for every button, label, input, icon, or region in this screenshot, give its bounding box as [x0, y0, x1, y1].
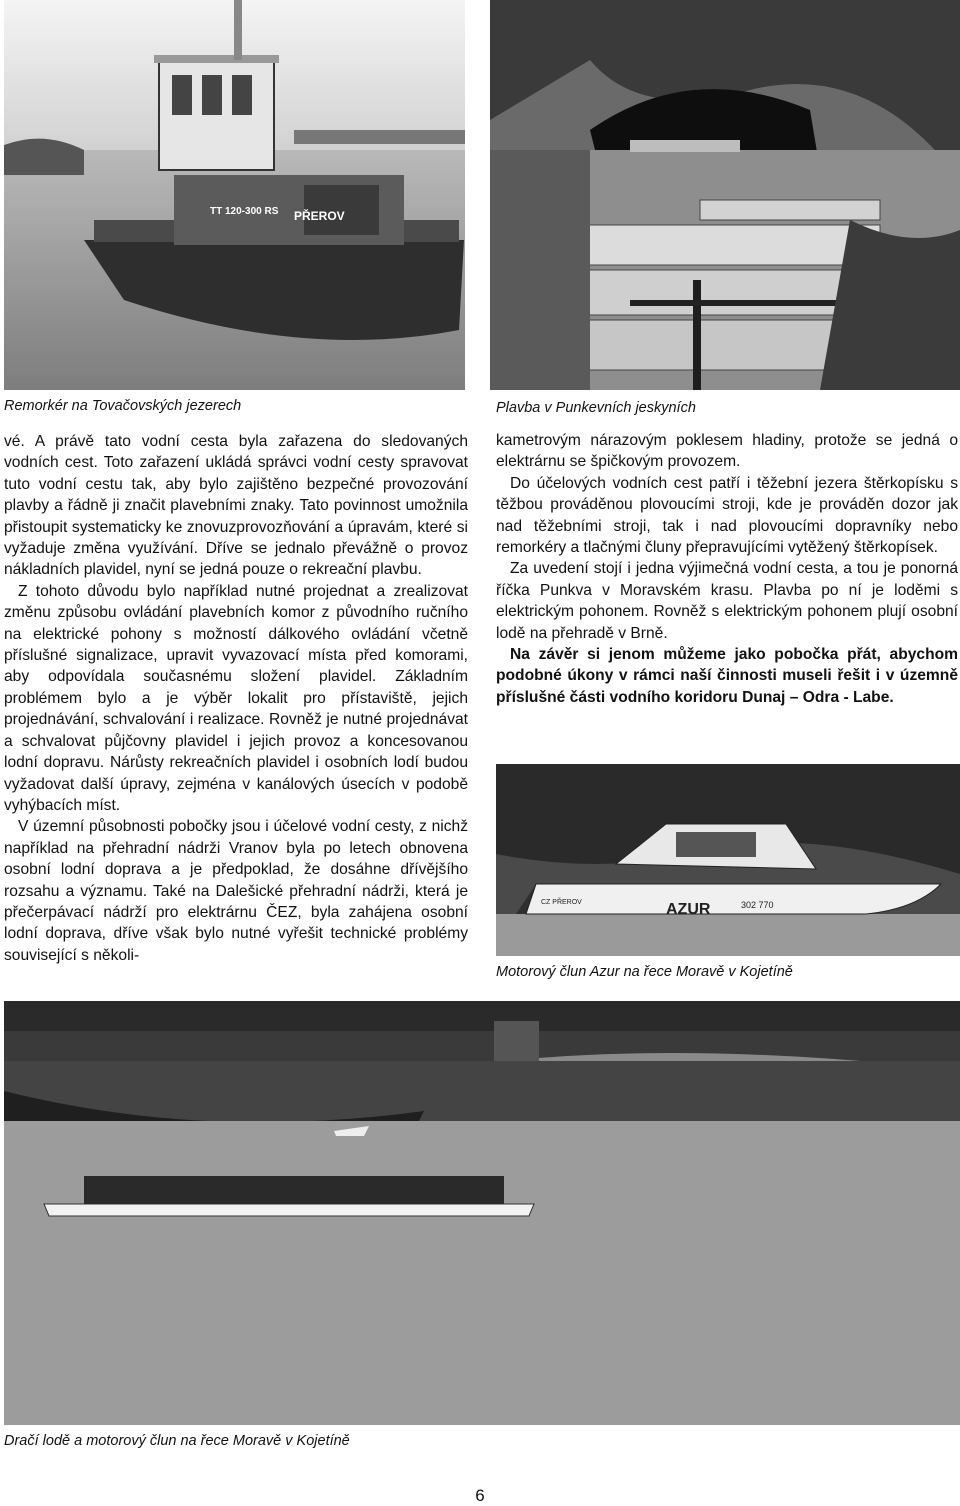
- tug-code-label: TT 120-300 RS: [210, 206, 279, 217]
- photo-motorboat: [496, 764, 960, 956]
- right-column: [496, 430, 958, 708]
- right-paragraph-4: Na závěr si jenom můžeme jako pobočka přát, abychom podobné úkony v rámci naší činnosti museli řešit i v územně příslušné části vodního koridoru Dunaj – Odra - Labe.: [496, 646, 958, 706]
- motorboat-illustration: [496, 764, 960, 956]
- right-paragraph-3: Za uvedení stojí i jedna výjimečná vodní cesta, a tou je ponorná říčka Punkva v Moravském krasu. Plavba po ní je loděmi s elektrickým pohonem. Rovněž s elektrickým pohonem plují osobní lodě na přehradě v Brně.: [496, 560, 958, 642]
- boat-name-label: AZUR: [666, 901, 711, 918]
- left-paragraph-1: vé. A právě tato vodní cesta byla zařazena do sledovaných vodních cest. Toto zařazení ukládá správci vodní cesty spravovat tuto vodní cestu tak, aby bylo zajištěno bezpečné provozování plavby a řádně ji značit plavebními znaky. Tato povinnost umožnila přistoupit systematicky ke znovuzprovozňování a úpravám, které si vyžaduje změna využívání. Dříve se jednalo převážně o provoz nákladních plavidel, nyní se jedná pouze o rekreační plavbu.: [4, 433, 468, 579]
- dragon-boats-illustration: [4, 1001, 960, 1425]
- caption-tugboat: Remorkér na Tovačovských jezerech: [4, 398, 242, 414]
- tug-name-label: PŘEROV: [294, 209, 345, 223]
- boat-reg-label: 302 770: [741, 900, 774, 910]
- left-paragraph-2: Z tohoto důvodu bylo například nutné projednat a zrealizovat změnu způsobu ovládání plavebních komor z původního ručního na elektrické pohony s možností dálkového ovládání včetně příslušné signalizace, upravit vyvazovací místa před komorami, aby odpovídala současnému složení plavidel. Základním problémem bylo a je výběr lokalit pro přístaviště, jejich projednávání, schvalování i realizace. Rovněž je nutné projednávat a schvalovat půjčovny plavidel i jejich provoz a koncesovanou lodní dopravu. Nárůsty rekreačních plavidel i osobních lodí budou vyžadovat další úpravy, zejména v kanálových úsecích v podobě vyhýbacích míst.: [4, 582, 468, 814]
- boat-home-label: CZ PŘEROV: [541, 899, 582, 906]
- cave-illustration: [490, 0, 960, 390]
- left-paragraph-3: V územní působnosti pobočky jsou i účelové vodní cesty, z nichž například na přehradní nádrži Vranov byla po letech obnovena osobní lodní doprava a je předpoklad, že dosáhne dřívějšího rozsahu a významu. Také na Dalešické přehradní nádrži, která je přečerpávací nádrží pro elektrárnu ČEZ, byla zahájena osobní lodní doprava, dříve však bylo nutné vyřešit technické problémy související s několi-: [4, 818, 468, 964]
- caption-motorboat: Motorový člun Azur na řece Moravě v Kojetíně: [496, 964, 793, 980]
- photo-tugboat: [4, 0, 465, 390]
- page-number: 6: [475, 1486, 485, 1505]
- caption-cave: Plavba v Punkevních jeskyních: [496, 400, 696, 416]
- photo-dragon-boats: [4, 1001, 960, 1425]
- caption-dragon-boats: Dračí lodě a motorový člun na řece Moravě v Kojetíně: [4, 1433, 350, 1449]
- right-paragraph-1: kametrovým nárazovým poklesem hladiny, protože se jedná o elektrárnu se špičkovým provozem.: [496, 432, 958, 471]
- photo-cave: [490, 0, 960, 390]
- left-column: [4, 431, 468, 966]
- right-paragraph-2: Do účelových vodních cest patří i těžební jezera štěrkopísku s těžbou prováděnou plovoucími stroji, kde je prováděn dozor jak nad těžebními stroji, tak i nad plovoucími dopravníky nebo remorkéry a tlačnými čluny přepravujícími vytěžený štěrkopísek.: [496, 474, 958, 557]
- tugboat-illustration: [4, 0, 465, 390]
